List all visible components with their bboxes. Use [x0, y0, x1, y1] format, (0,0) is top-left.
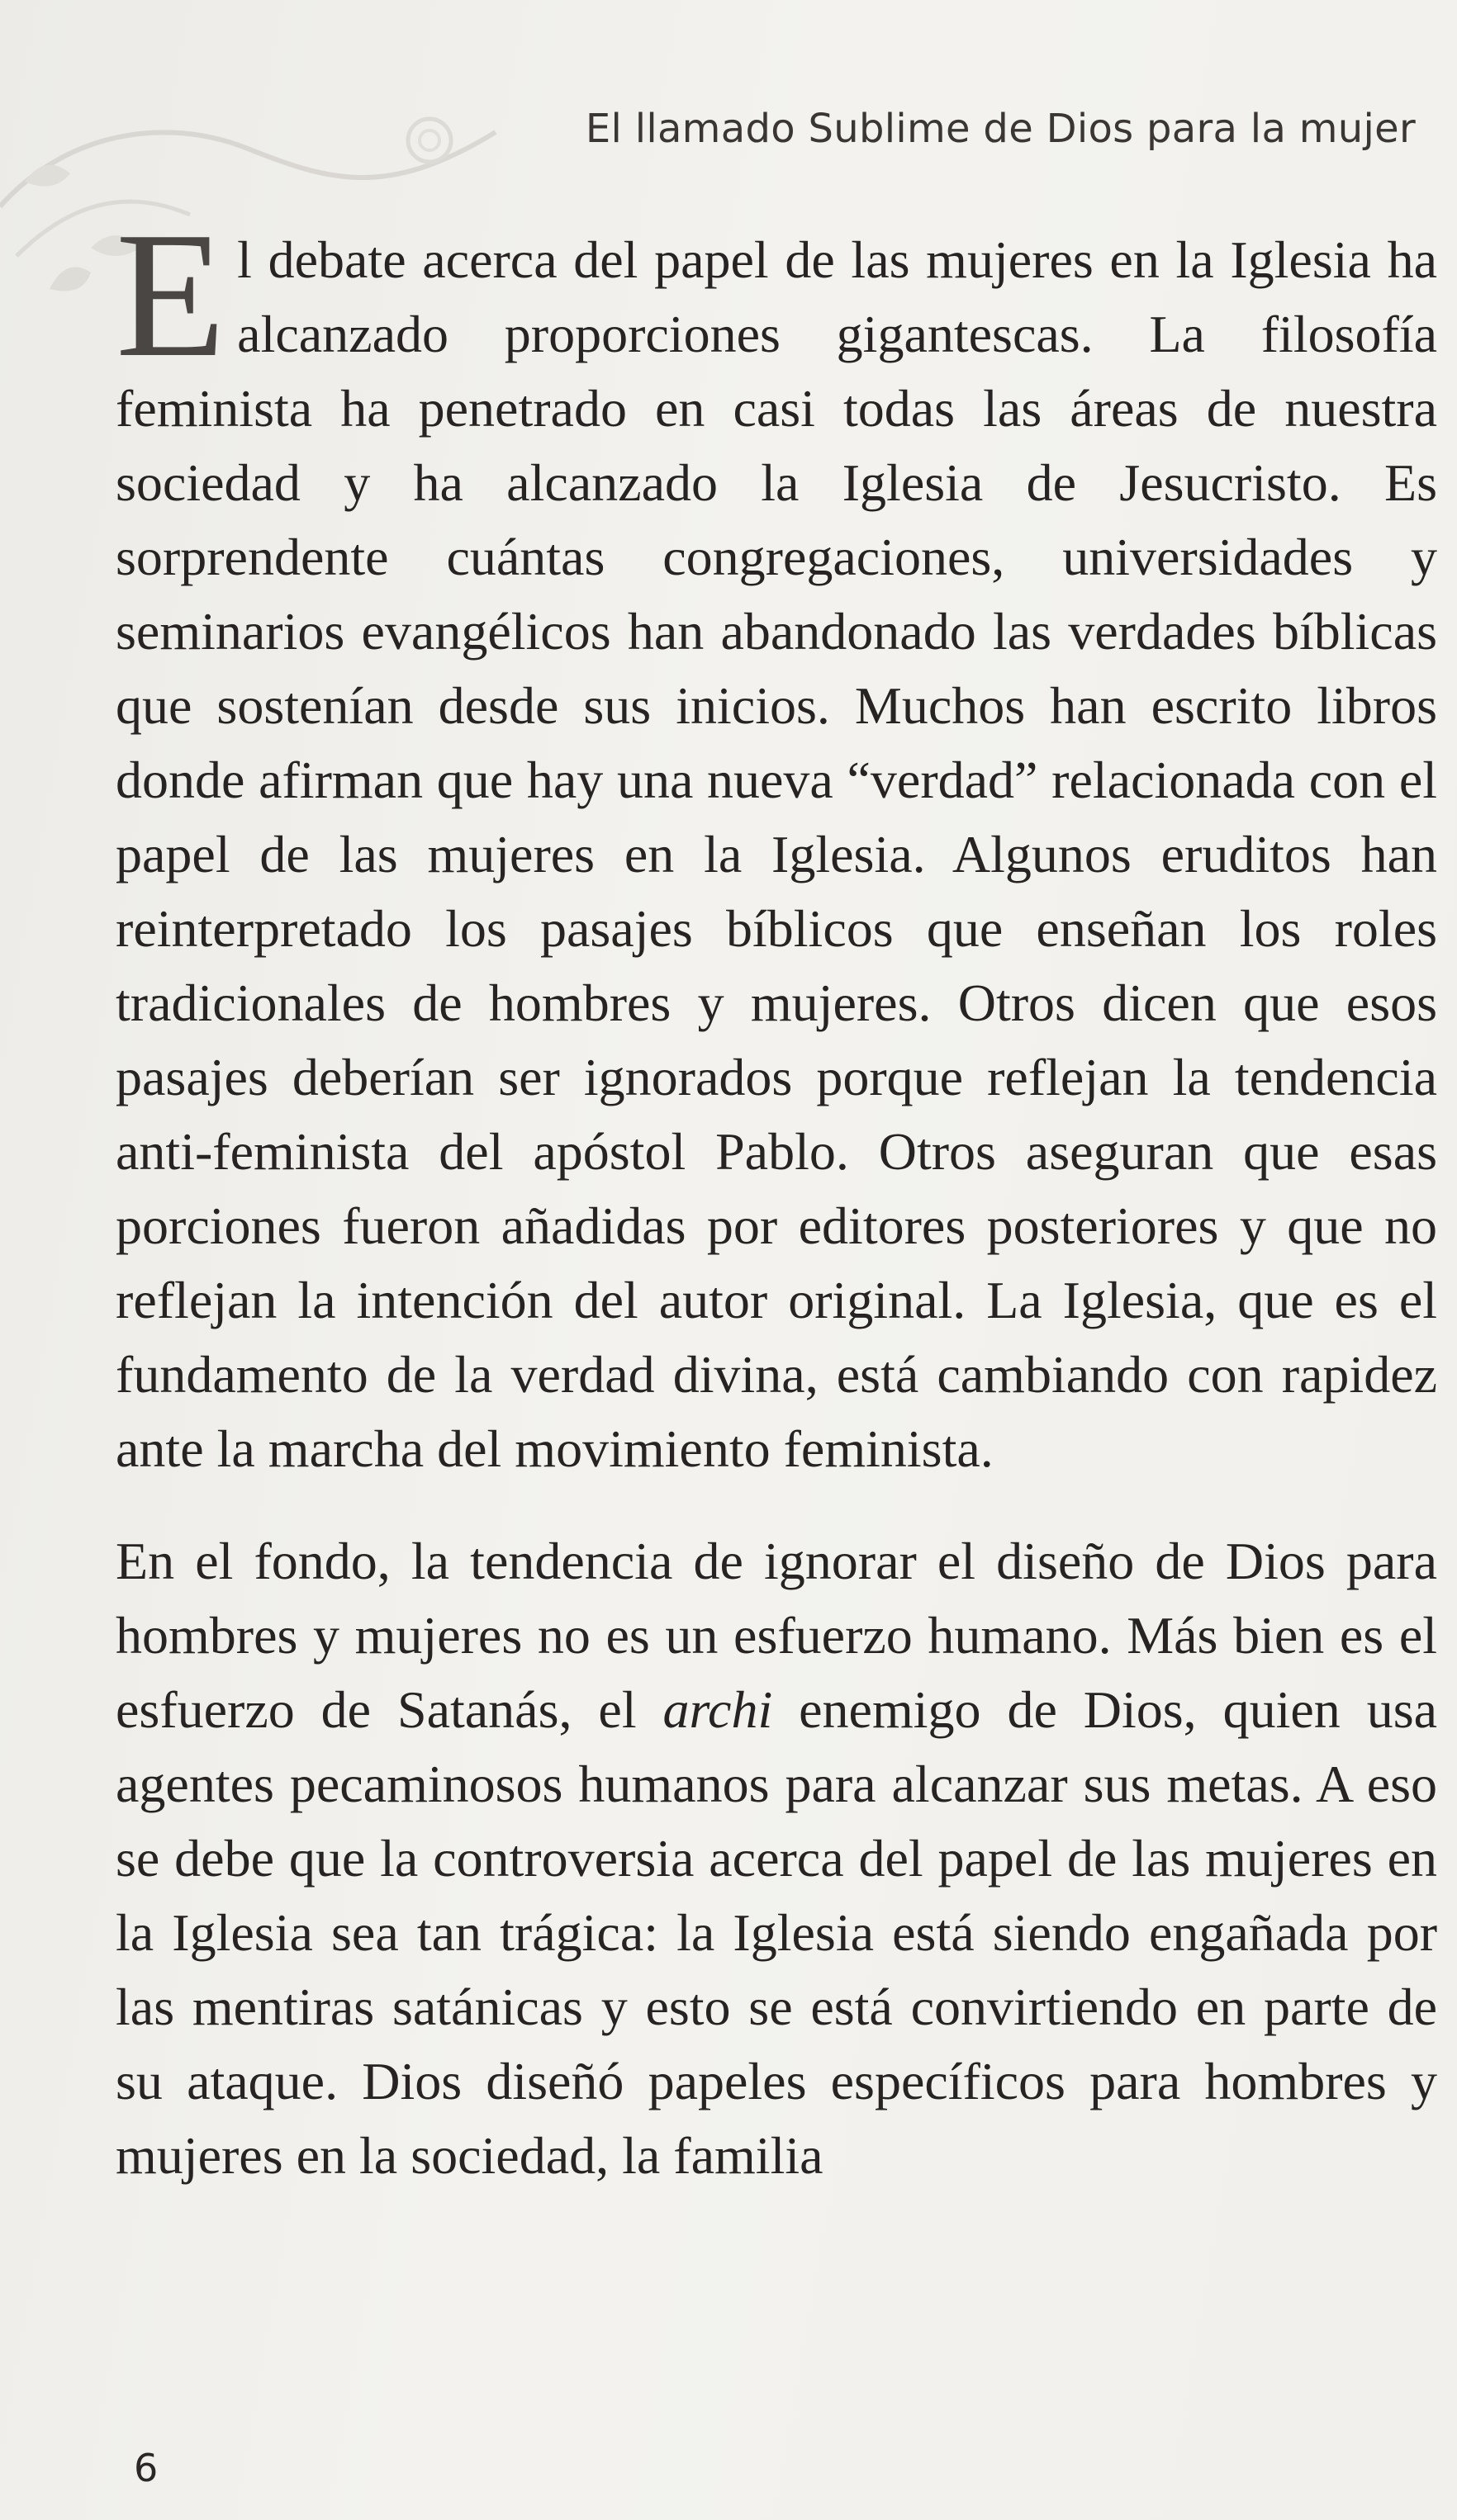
- paragraph-2-text-start: En el fondo, la tendencia de ignorar el diseño de Dios para hombres y mujeres no es un esfuerzo humano. Más bien es el esfuerzo de Satanás, el: [116, 1532, 1437, 1739]
- paragraph-1: [116, 196, 1437, 1486]
- body-text: [116, 196, 1438, 2193]
- paragraph-2: [116, 1524, 1437, 2193]
- paragraph-2-italic-word: archi: [662, 1680, 773, 1739]
- running-header-title: El llamado Sublime de Dios para la mujer: [585, 106, 1416, 152]
- paragraph-1-text: l debate acerca del papel de las mujeres en la Iglesia ha alcanzado proporciones gigantescas. La filosofía feminista ha penetrado en casi todas las áreas de nuestra sociedad y ha alcanzado la Iglesia de Jesucristo. Es sorprendente cuántas congregaciones, universidades y seminarios evangélicos han abandonado las verdades bíblicas que sostenían desde sus inicios. Muchos han escrito libros donde afirman que hay una nueva “verdad” relacionada con el papel de las mujeres en la Iglesia. Algunos eruditos han reinterpretado los pasajes bíblicos que enseñan los roles tradicionales de hombres y mujeres. Otros dicen que esos pasajes deberían ser ignorados porque reflejan la tendencia anti-feminista del apóstol Pablo. Otros aseguran que esas porciones fueron añadidas por editores posteriores y que no reflejan la intención del autor original. La Iglesia, que es el fundamento de la verdad divina, está cambiando con rapidez ante la marcha del movimiento feminista.: [116, 230, 1437, 1478]
- drop-cap: E: [116, 196, 226, 395]
- page-number: 6: [134, 2446, 159, 2490]
- paragraph-2-text-end: enemigo de Dios, quien usa agentes pecaminosos humanos para alcanzar sus metas. A eso se debe que la controversia acerca del papel de las mujeres en la Iglesia sea tan trágica: la Iglesia está siendo engañada por las mentiras satánicas y esto se está convirtiendo en parte de su ataque. Dios diseñó papeles específicos para hombres y mujeres en la sociedad, la familia: [116, 1680, 1438, 2185]
